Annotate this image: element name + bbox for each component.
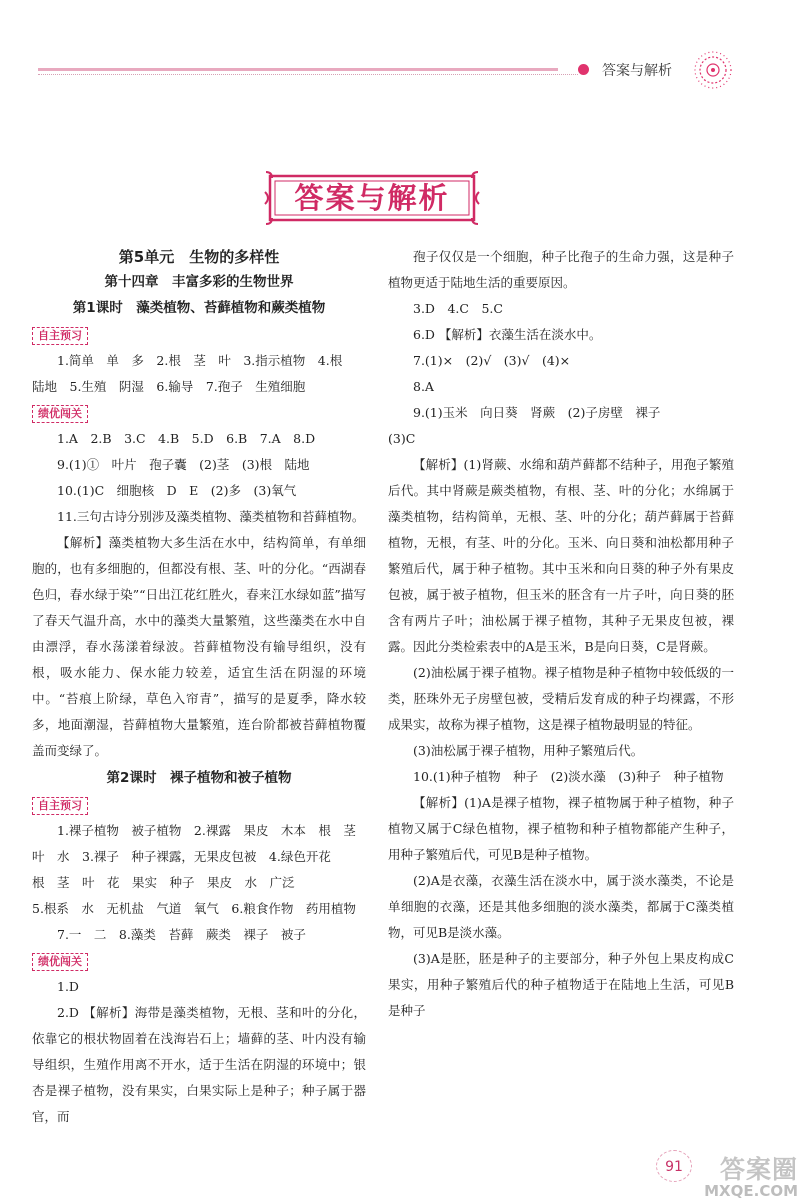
page-title: 答案与解析 xyxy=(294,181,450,215)
analysis-paragraph: (3)油松属于裸子植物，用种子繁殖后代。 xyxy=(413,743,644,758)
answer-line: 1.简单 单 多 2.根 茎 叶 3.指示植物 4.根 xyxy=(57,353,343,368)
header-rule xyxy=(38,68,558,71)
analysis-paragraph: (3)A是胚，胚是种子的主要部分，种子外包上果皮构成C果实，用种子繁殖后代的种子植物适于在陆地上生活，可见B是种子 xyxy=(388,951,734,1018)
tag-self-study: 自主预习 xyxy=(32,327,88,345)
answer-line: 叶 水 3.裸子 种子裸露，无果皮包被 4.绿色开花 xyxy=(32,849,331,864)
watermark-url: MXQE.COM xyxy=(704,1182,798,1200)
title-banner xyxy=(264,170,480,226)
answer-line: 陆地 5.生殖 阴湿 6.输导 7.孢子 生殖细胞 xyxy=(32,379,306,394)
unit-heading: 第5单元 生物的多样性 xyxy=(118,248,280,266)
answer-line: 10.(1)C 细胞核 D E (2)多 (3)氧气 xyxy=(57,483,297,498)
analysis-paragraph: 孢子仅仅是一个细胞，种子比孢子的生命力强，这是种子植物更适于陆地生活的重要原因。 xyxy=(388,249,734,290)
answer-line: 9.(1)玉米 向日葵 肾蕨 (2)子房壁 裸子 xyxy=(413,405,661,420)
answer-line: 1.裸子植物 被子植物 2.裸露 果皮 木本 根 茎 xyxy=(57,823,356,838)
answer-line: 7.(1)× (2)√ (3)√ (4)× xyxy=(413,353,571,368)
analysis-paragraph: (2)A是衣藻，衣藻生活在淡水中，属于淡水藻类，不论是单细胞的衣藻，还是其他多细胞的淡水藻类，都属于C藻类植物，可见B是淡水藻。 xyxy=(388,873,734,940)
left-column xyxy=(32,244,366,1130)
analysis-paragraph: 【解析】(1)A是裸子植物，裸子植物属于种子植物，种子植物又属于C绿色植物，裸子植物和种子植物都能产生种子，用种子繁殖后代，可见B是种子植物。 xyxy=(388,795,734,862)
tag-excel: 绩优闯关 xyxy=(32,953,88,971)
lesson1-heading: 第1课时 藻类植物、苔藓植物和蕨类植物 xyxy=(72,300,326,316)
answer-line: 6.D 【解析】衣藻生活在淡水中。 xyxy=(413,327,602,342)
header-section-label: 答案与解析 xyxy=(602,63,672,79)
answer-line: 3.D 4.C 5.C xyxy=(413,301,503,316)
answer-line: 9.(1)① 叶片 孢子囊 (2)茎 (3)根 陆地 xyxy=(57,457,310,472)
tag-self-study: 自主预习 xyxy=(32,797,88,815)
chapter-heading: 第十四章 丰富多彩的生物世界 xyxy=(104,274,294,290)
answer-line: 5.根系 水 无机盐 气道 氧气 6.粮食作物 药用植物 xyxy=(32,901,356,916)
analysis-paragraph: 【解析】藻类植物大多生活在水中，结构简单，有单细胞的，也有多细胞的，但都没有根、茎、叶的分化。“西湖春色归，春水绿于染”“日出江花红胜火，春来江水绿如蓝”描写了春天气温升高，水中的藻类大量繁殖，这些藻类在水中自由漂浮，春水荡漾着绿波。苔藓植物没有输导组织，没有根，吸水能力、保水能力较差，适宜生活在阴湿的环境中。“苔痕上阶绿，草色入帘青”，描写的是夏季，降水较多，地面潮湿，苔藓植物大量繁殖，连台阶都被苔藓植物覆盖而变绿了。 xyxy=(32,535,366,758)
tag-excel: 绩优闯关 xyxy=(32,405,88,423)
right-column xyxy=(388,244,734,1024)
flower-ornament-icon xyxy=(693,50,733,90)
answer-line: (3)C xyxy=(388,431,416,446)
watermark xyxy=(690,1150,798,1200)
answer-line: 11.三句古诗分别涉及藻类植物、藻类植物和苔藓植物。 xyxy=(57,509,365,524)
watermark-text: 答案圈 xyxy=(719,1155,798,1184)
answer-line: 1.D xyxy=(57,979,79,994)
header-bullet-icon xyxy=(578,64,589,75)
header-rule-dotted xyxy=(38,74,578,75)
answer-line: 10.(1)种子植物 种子 (2)淡水藻 (3)种子 种子植物 xyxy=(413,769,724,784)
analysis-paragraph: 【解析】(1)肾蕨、水绵和葫芦藓都不结种子，用孢子繁殖后代。其中肾蕨是蕨类植物，有根、茎、叶的分化；水绵属于藻类植物，结构简单，无根、茎、叶的分化；葫芦藓属于苔藓植物，无根，有茎、叶的分化。玉米、向日葵和油松都用种子繁殖后代，属于种子植物。其中玉米和向日葵的种子外有果皮包被，属于被子植物，但玉米的胚含有一片子叶，向日葵的胚含有两片子叶；油松属于裸子植物，其种子无果皮包被，裸露。因此分类检索表中的A是玉米，B是向日葵，C是肾蕨。 xyxy=(388,457,734,654)
answer-line: 8.A xyxy=(413,379,434,394)
analysis-paragraph: (2)油松属于裸子植物。裸子植物是种子植物中较低级的一类，胚珠外无子房壁包被，受精后发育成的种子均裸露，不形成果实，故称为裸子植物，这是裸子植物最明显的特征。 xyxy=(388,665,734,732)
analysis-paragraph: 2.D 【解析】海带是藻类植物，无根、茎和叶的分化，依靠它的根状物固着在浅海岩石上；墙藓的茎、叶内没有输导组织，生殖作用离不开水，适于生活在阴湿的环境中；银杏是裸子植物，没有果实，白果实际上是种子；种子属于器官，而 xyxy=(32,1005,366,1124)
answer-line: 7.一 二 8.藻类 苔藓 蕨类 裸子 被子 xyxy=(57,927,306,942)
lesson2-heading: 第2课时 裸子植物和被子植物 xyxy=(106,770,292,786)
answer-line: 根 茎 叶 花 果实 种子 果皮 水 广泛 xyxy=(32,875,295,890)
page-number: 91 xyxy=(665,1159,683,1175)
answer-line: 1.A 2.B 3.C 4.B 5.D 6.B 7.A 8.D xyxy=(57,431,316,446)
